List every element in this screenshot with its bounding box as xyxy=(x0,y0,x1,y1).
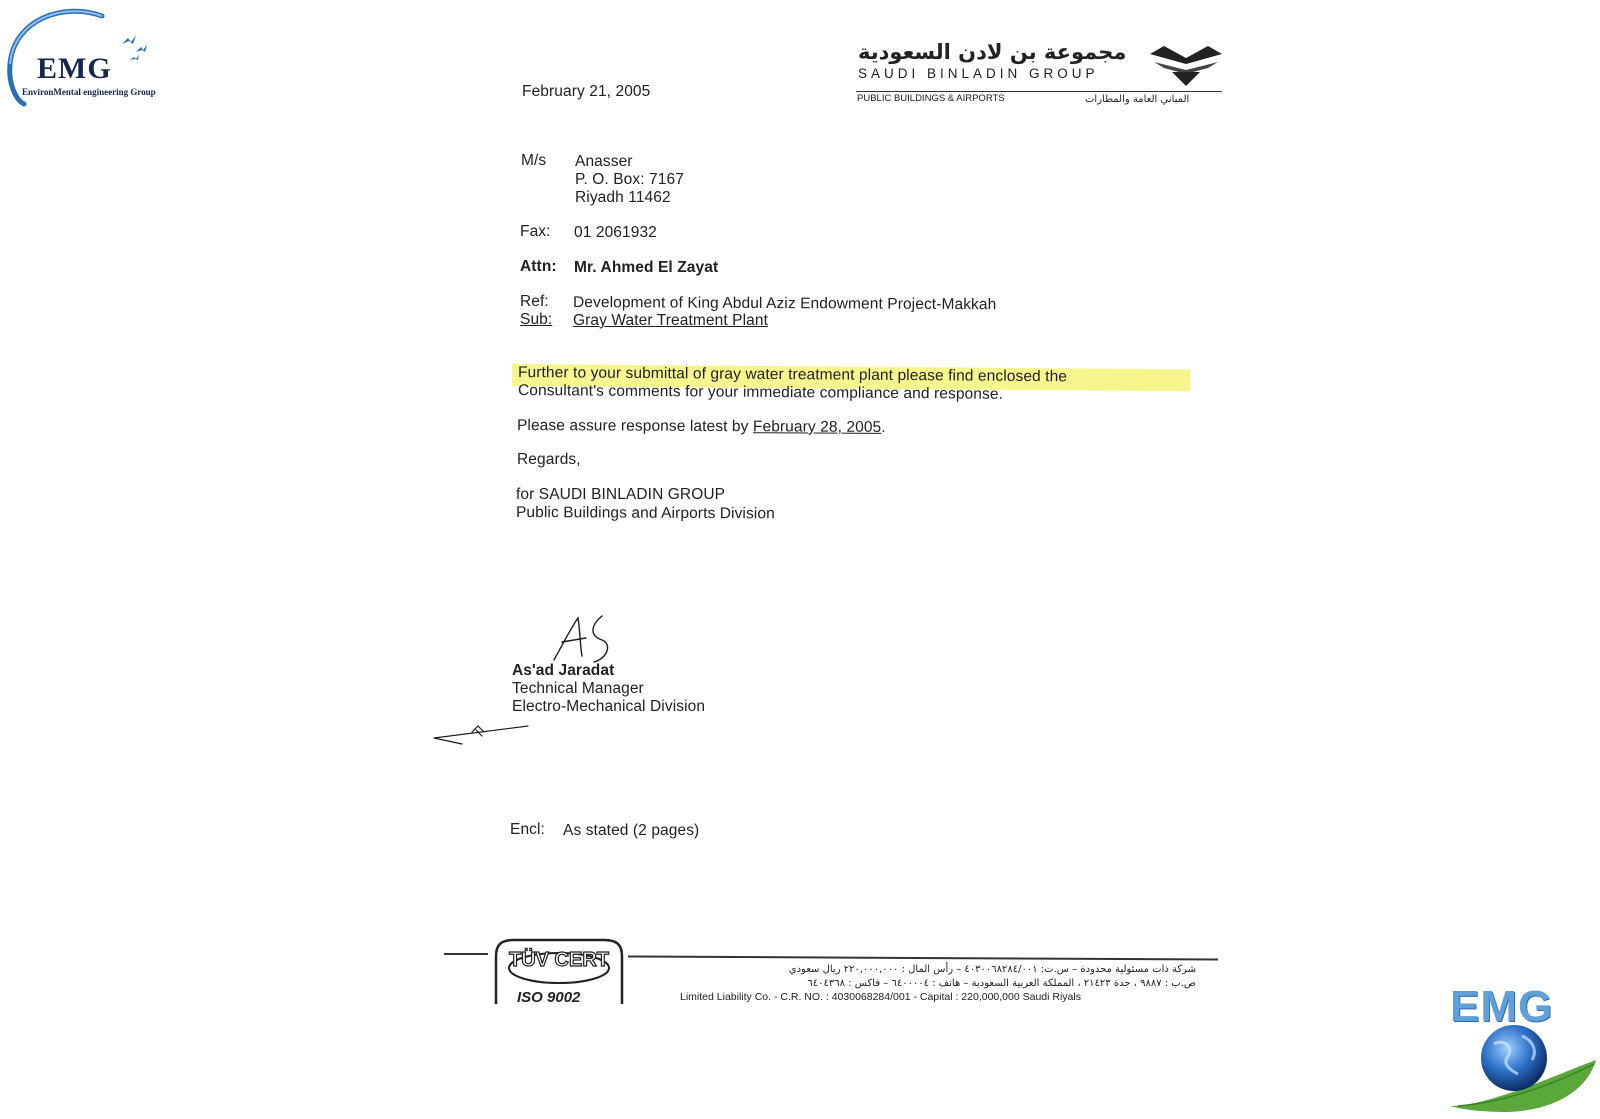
iso-certification: ISO 9002 xyxy=(517,989,581,1006)
recipient-po-box: P. O. Box: 7167 xyxy=(575,171,684,188)
footer-registration-block xyxy=(660,960,1220,1010)
enclosure-label: Encl: xyxy=(510,821,545,838)
handwritten-mark xyxy=(432,718,532,748)
response-deadline: February 28, 2005 xyxy=(752,418,882,436)
emg-wordmark-top: EMG xyxy=(37,52,112,85)
letterhead-division: PUBLIC BUILDINGS & AIRPORTS xyxy=(857,93,1005,104)
letter-date: February 21, 2005 xyxy=(522,83,651,100)
to-label: M/s xyxy=(521,152,547,169)
bird-icon xyxy=(122,35,147,60)
recipient-name: Anasser xyxy=(575,153,633,170)
tuv-cert-mark: TÜV CERT xyxy=(509,949,609,971)
fax-label: Fax: xyxy=(520,223,551,240)
sub-value: Gray Water Treatment Plant xyxy=(573,312,768,329)
globe-icon xyxy=(1481,1025,1547,1091)
signatory-name: As'ad Jaradat xyxy=(512,662,615,679)
footer-rule-left xyxy=(444,953,488,955)
footer-arabic-line-1: شركة ذات مسئولية محدودة – س.ت: ٤٠٣٠٠٦٨٢٨٤/٠٠١ – رأس المال : ٢٢٠,٠٠٠,٠٠٠ ريال سعودي xyxy=(788,964,1196,975)
sub-label: Sub: xyxy=(520,311,553,328)
company-division: Public Buildings and Airports Division xyxy=(515,504,775,523)
ref-label: Ref: xyxy=(520,293,549,310)
attn-value: Mr. Ahmed El Zayat xyxy=(574,259,719,276)
regards: Regards, xyxy=(517,451,581,468)
paragraph-1-line-1: Further to your submittal of gray water treatment plant please find enclosed the xyxy=(517,364,1068,386)
fax-value: 01 2061932 xyxy=(574,224,657,241)
enclosure-value: As stated (2 pages) xyxy=(563,822,700,839)
paragraph-2-suffix: . xyxy=(881,418,886,436)
sbg-emblem-icon xyxy=(1148,42,1224,88)
paragraph-2-prefix: Please assure response latest by xyxy=(516,417,753,436)
paragraph-2 xyxy=(517,417,886,437)
footer-english-line: Limited Liability Co. - C.R. NO. : 4030068284/001 - Capital : 220,000,000 Saudi Riyals xyxy=(680,991,1081,1003)
handwritten-signature xyxy=(550,612,630,667)
emg-tagline: EnvironMental engineering Group xyxy=(22,87,156,97)
paragraph-1-line-2: Consultant's comments for your immediate compliance and response. xyxy=(517,382,1004,403)
for-company: for SAUDI BINLADIN GROUP xyxy=(516,486,726,503)
signatory-title: Technical Manager xyxy=(512,680,644,697)
signatory-division: Electro-Mechanical Division xyxy=(512,698,706,715)
recipient-city: Riyadh 11462 xyxy=(575,189,671,206)
attn-label: Attn: xyxy=(520,258,557,275)
letterhead-rule xyxy=(856,91,1222,92)
letterhead-arabic-name: مجموعة بن لادن السعودية xyxy=(858,40,1127,64)
letterhead-english-name: SAUDI BINLADIN GROUP xyxy=(858,66,1099,81)
letterhead-division-arabic: المباني العامة والمطارات xyxy=(1085,94,1190,105)
ref-value: Development of King Abdul Aziz Endowment Project-Makkah xyxy=(572,294,997,314)
footer-arabic-line-2: ص.ب : ٩٨٨٧ ، جدة ٢١٤٢٣ ، المملكة العربية السعودية – هاتف : ٦٤٠٠٠٠٤ – فاكس : ٦٤٠٤٣٦٨ xyxy=(807,978,1196,989)
emg-wordmark-bottom: EMG xyxy=(1450,982,1554,1031)
